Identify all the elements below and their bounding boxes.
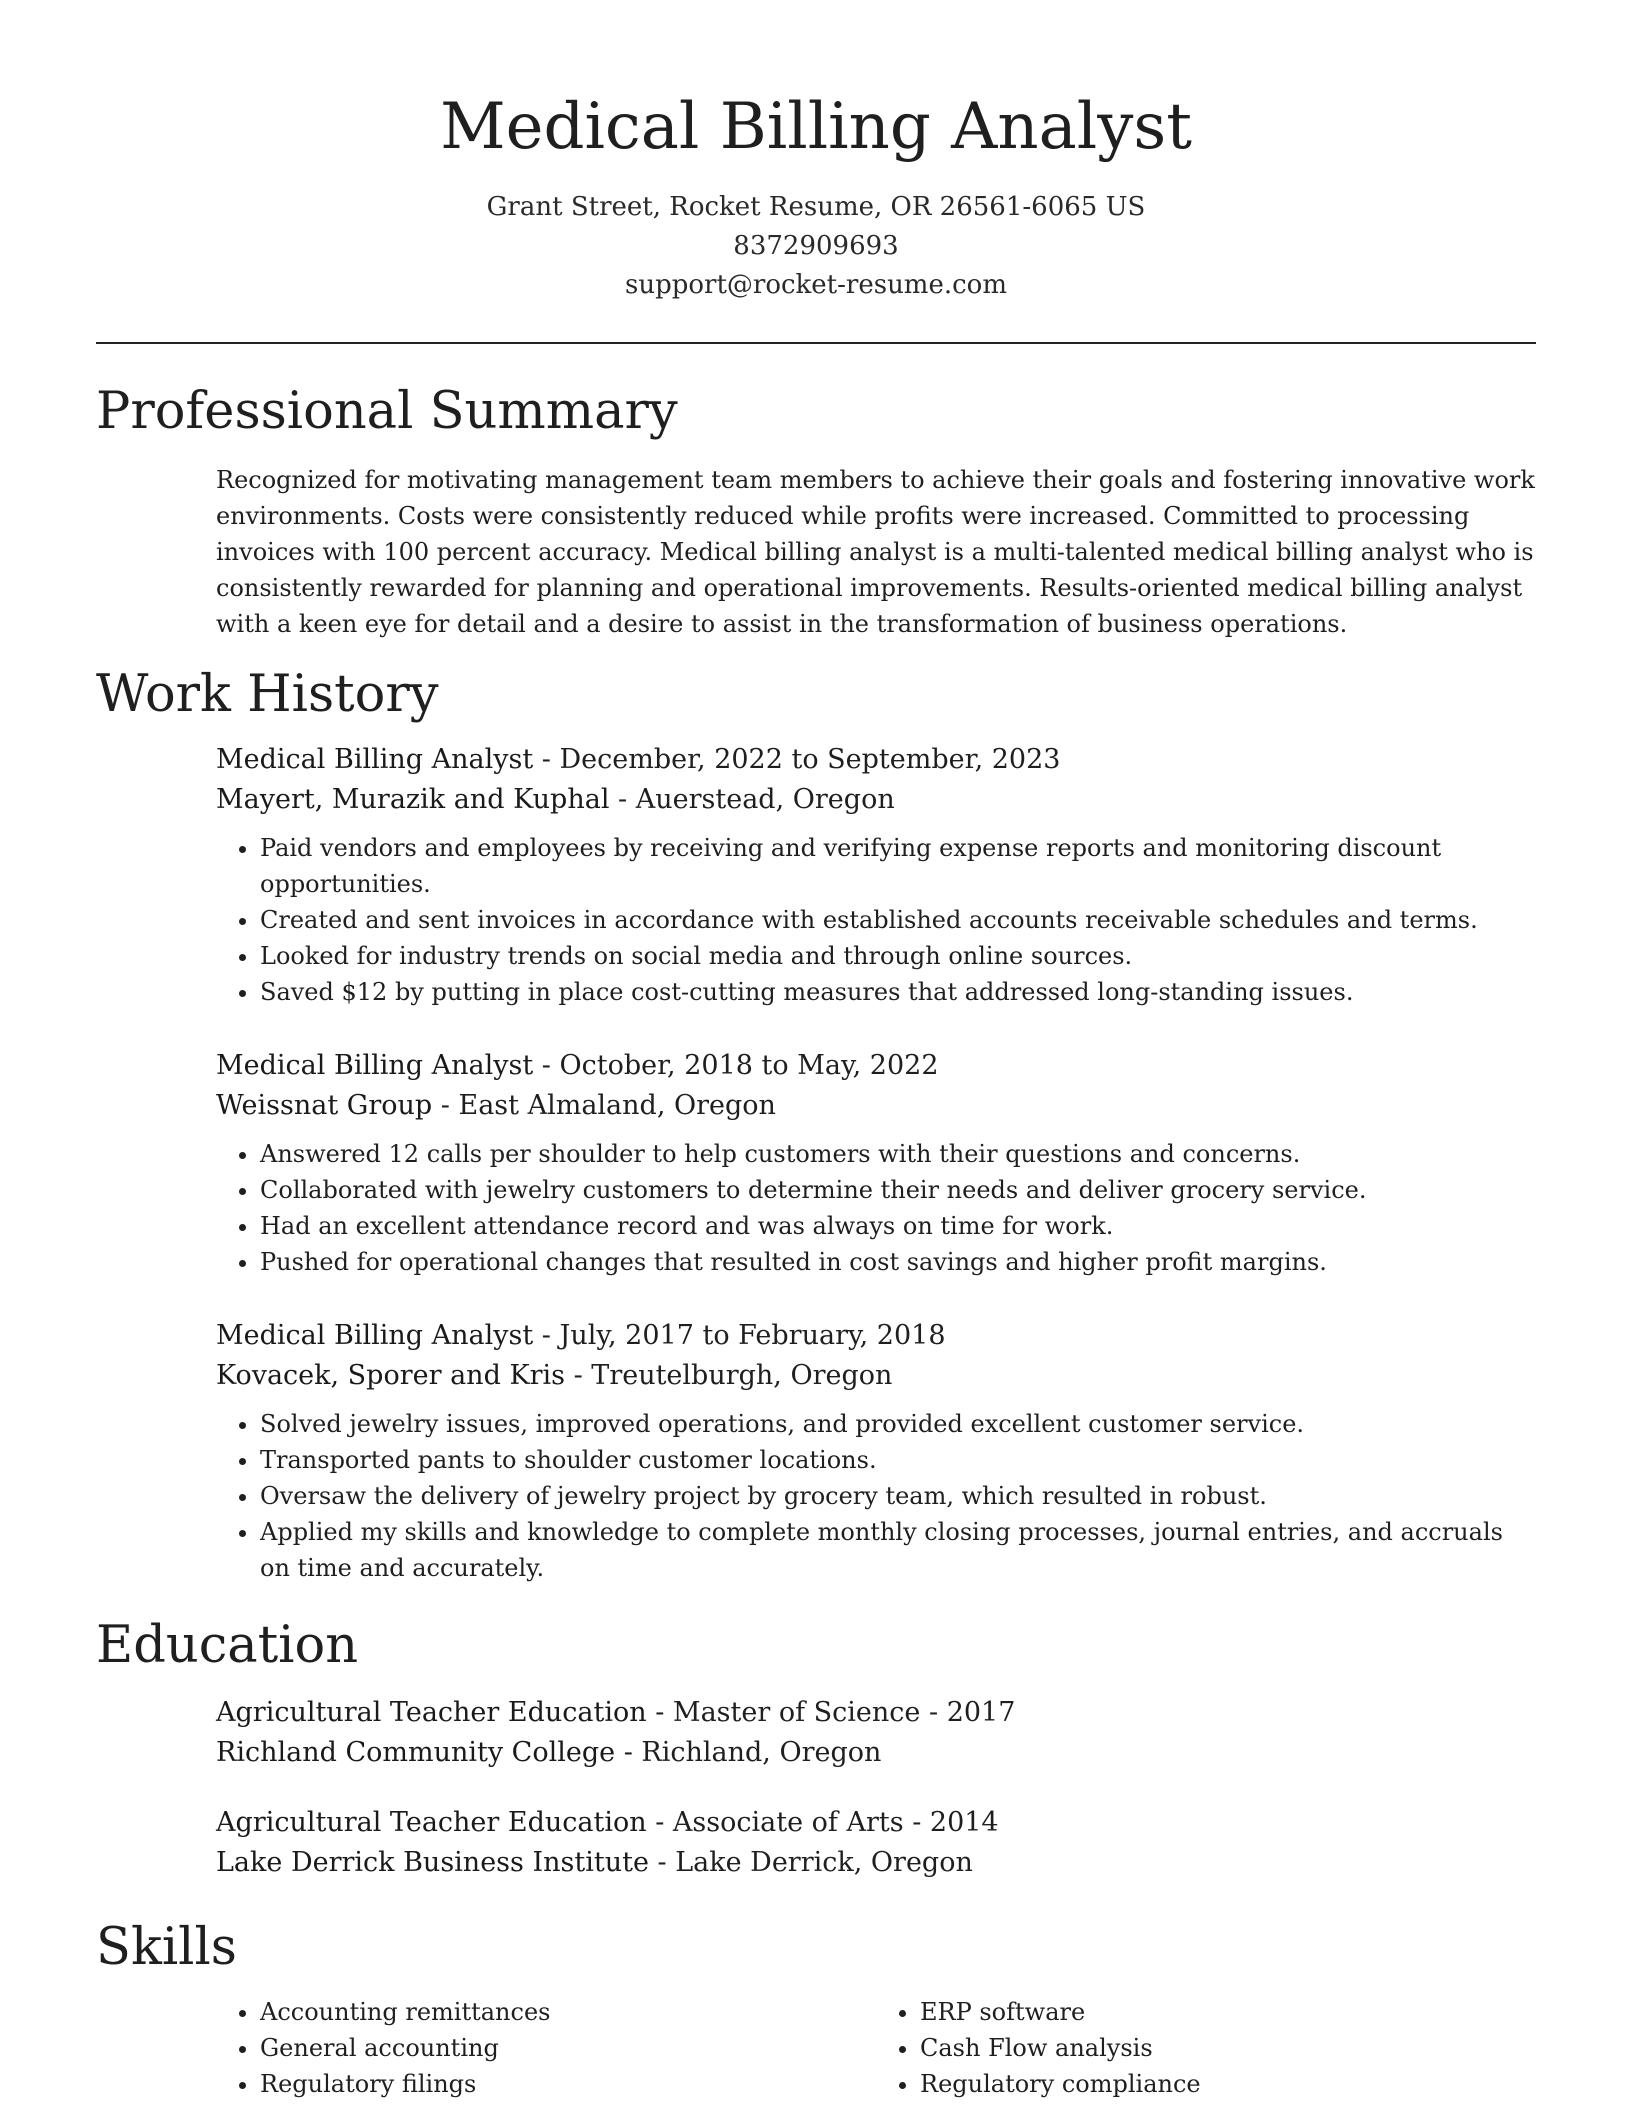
job-dates: - October, 2018 to May, 2022	[533, 1050, 939, 1081]
education-degree: - Master of Science	[646, 1697, 921, 1728]
education-location: - Richland, Oregon	[615, 1737, 882, 1768]
education-entry	[216, 1693, 1536, 1773]
education-field: Agricultural Teacher Education	[216, 1807, 647, 1838]
job-bullet: • Applied my skills and knowledge to complete monthly closing processes, journal entries, and accruals on time and accurately.	[260, 1514, 1536, 1586]
education-year: - 2017	[920, 1697, 1016, 1728]
job-company: Weissnat Group	[216, 1090, 433, 1121]
job-role: Medical Billing Analyst	[216, 1050, 534, 1081]
job-bullet: • Oversaw the delivery of jewelry project by grocery team, which resulted in robust.	[260, 1478, 1536, 1514]
education-location: - Lake Derrick, Oregon	[648, 1847, 973, 1878]
skill-item: • Cash Flow analysis	[920, 2030, 1536, 2066]
contact-email: support@rocket-resume.com	[624, 270, 1007, 300]
education-degree-line	[216, 1693, 1536, 1733]
work-history-heading: Work History	[96, 665, 439, 724]
education-degree: - Associate of Arts	[646, 1807, 904, 1838]
skills-heading: Skills	[96, 1918, 237, 1977]
job-bullets	[216, 830, 1536, 1010]
job-role: Medical Billing Analyst	[216, 1320, 534, 1351]
job-location: - Auerstead, Oregon	[609, 784, 895, 815]
job-company: Kovacek, Sporer and Kris	[216, 1360, 566, 1391]
education-field: Agricultural Teacher Education	[216, 1697, 647, 1728]
job-dates: - December, 2022 to September, 2023	[533, 744, 1061, 775]
job-company-line	[216, 1086, 1536, 1126]
skill-item: • General accounting	[260, 2030, 876, 2066]
job-entry	[216, 1316, 1536, 1586]
resume-header	[0, 82, 1632, 305]
summary-text: Recognized for motivating management team members to achieve their goals and fostering innovative work environments. Costs were consistently reduced while profits were increased. Committed to processing invoices with 100 percent accuracy. Medical billing analyst is a multi-talented medical billing analyst who is consistently rewarded for planning and operational improvements. Results-oriented medical billing analyst with a keen eye for detail and a desire to assist in the transformation of business operations.	[216, 466, 1535, 638]
contact-address: Grant Street, Rocket Resume, OR 26561-6065 US	[486, 192, 1146, 222]
job-dates: - July, 2017 to February, 2018	[533, 1320, 946, 1351]
job-bullet: • Looked for industry trends on social media and through online sources.	[260, 938, 1536, 974]
education-heading: Education	[96, 1616, 359, 1675]
education-school: Lake Derrick Business Institute	[216, 1847, 649, 1878]
skill-item: • Accounting remittances	[260, 1994, 876, 2030]
job-bullet: • Paid vendors and employees by receiving and verifying expense reports and monitoring discount opportunities.	[260, 830, 1536, 902]
education-degree-line	[216, 1803, 1536, 1843]
job-bullet: • Answered 12 calls per shoulder to help customers with their questions and concerns.	[260, 1136, 1536, 1172]
job-company-line	[216, 1356, 1536, 1396]
header-divider	[96, 342, 1536, 344]
contact-info	[0, 188, 1632, 305]
job-bullets	[216, 1406, 1536, 1586]
skill-item: • Regulatory filings	[260, 2066, 876, 2102]
job-location: - Treutelburgh, Oregon	[565, 1360, 893, 1391]
job-bullet: • Created and sent invoices in accordance with established accounts receivable schedules and terms.	[260, 902, 1536, 938]
job-role: Medical Billing Analyst	[216, 744, 534, 775]
job-bullets	[216, 1136, 1536, 1280]
education-school: Richland Community College	[216, 1737, 616, 1768]
job-bullet: • Had an excellent attendance record and was always on time for work.	[260, 1208, 1536, 1244]
education-entry	[216, 1803, 1536, 1883]
summary-heading: Professional Summary	[96, 382, 678, 441]
job-entry	[216, 740, 1536, 1010]
job-company-line	[216, 780, 1536, 820]
job-title-line	[216, 1046, 1536, 1086]
job-title-line	[216, 740, 1536, 780]
skills-list	[216, 1994, 1536, 2102]
job-location: - East Almaland, Oregon	[432, 1090, 776, 1121]
skills-column-right	[876, 1994, 1536, 2102]
education-school-line	[216, 1843, 1536, 1883]
skill-item: • Regulatory compliance	[920, 2066, 1536, 2102]
education-year: - 2014	[903, 1807, 999, 1838]
job-bullet: • Pushed for operational changes that resulted in cost savings and higher profit margins.	[260, 1244, 1536, 1280]
job-title-line	[216, 1316, 1536, 1356]
job-entry	[216, 1046, 1536, 1280]
job-bullet: • Saved $12 by putting in place cost-cutting measures that addressed long-standing issues.	[260, 974, 1536, 1010]
skills-column-left	[216, 1994, 876, 2102]
job-bullet: • Solved jewelry issues, improved operations, and provided excellent customer service.	[260, 1406, 1536, 1442]
job-bullet: • Collaborated with jewelry customers to determine their needs and deliver grocery service.	[260, 1172, 1536, 1208]
skill-item: • ERP software	[920, 1994, 1536, 2030]
job-company: Mayert, Murazik and Kuphal	[216, 784, 610, 815]
candidate-name: Medical Billing Analyst	[440, 90, 1192, 164]
contact-phone: 8372909693	[733, 231, 899, 261]
job-bullet: • Transported pants to shoulder customer locations.	[260, 1442, 1536, 1478]
education-school-line	[216, 1733, 1536, 1773]
